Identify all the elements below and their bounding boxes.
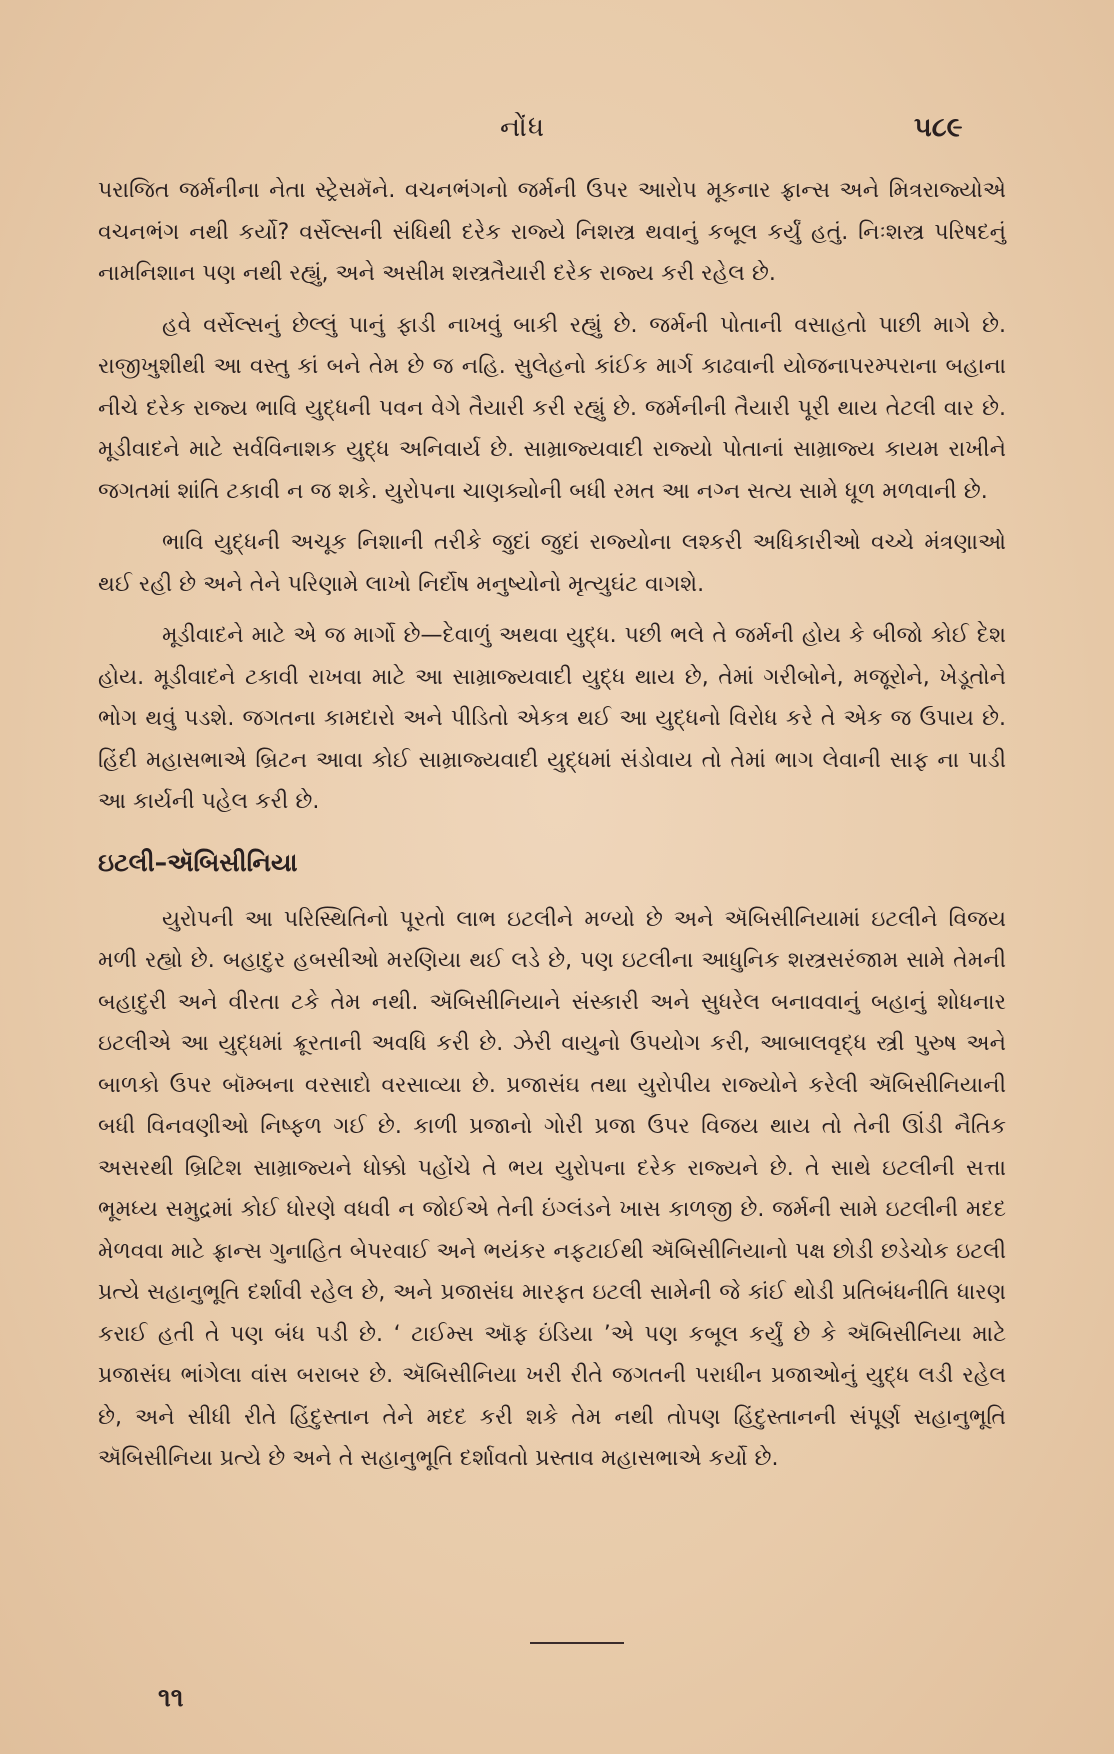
section-heading: ઇટલી–ઍબિસીનિયા xyxy=(98,847,298,877)
running-head xyxy=(0,112,1114,152)
paragraph-future-war: ભાવિ યુદ્ધની અચૂક નિશાની તરીકે જુદાં જુદાં રાજ્યોના લશ્કરી અધિકારીઓ વચ્ચે મંત્રણાઓ થઈ રહી છે અને તેને પરિણામે લાખો નિર્દોષ મનુષ્યોનો મૃત્યુઘંટ વાગશે. xyxy=(98,530,1006,597)
running-title: નોંધ xyxy=(500,112,546,143)
paragraph-italy-abyssinia: યુરોપની આ પરિસ્થિતિનો પૂરતો લાભ ઇટલીને મળ્યો છે અને ઍબિસીનિયામાં ઇટલીને વિજય મળી રહ્યો છે. બહાદુર હબસીઓ મરણિયા થઈ લડે છે, પણ ઇટલીના આધુનિક શસ્ત્રસરંજામ સામે તેમની બહાદુરી અને વીરતા ટકે તેમ નથી. ઍબિસીનિયાને સંસ્કારી અને સુધરેલ બનાવવાનું બહાનું શોધનાર ઇટલીએ આ યુદ્ધમાં ક્રૂરતાની અવધિ કરી છે. ઝેરી વાયુનો ઉપયોગ કરી, આબાલવૃદ્ધ સ્ત્રી પુરુષ અને બાળકો ઉપર બૉમ્બના વરસાદો વરસાવ્યા છે. પ્રજાસંઘ તથા યુરોપીય રાજ્યોને કરેલી ઍબિસીનિયાની બધી વિનવણીઓ નિષ્ફળ ગઈ છે. કાળી પ્રજાનો ગોરી પ્રજા ઉપર વિજય થાય તો તેની ઊંડી નૈતિક અસરથી બ્રિટિશ સામ્રાજ્યને ધોક્કો પહોંચે તે ભય યુરોપના દરેક રાજ્યને છે. તે સાથે ઇટલીની સત્તા ભૂમધ્ય સમુદ્રમાં કોઈ ધોરણે વધવી ન જોઈએ તેની ઇંગ્લંડને ખાસ કાળજી છે. જર્મની સામે ઇટલીની મદદ મેળવવા માટે ફ્રાન્સ ગુનાહિત બેપરવાઈ અને ભયંકર નફટાઈથી ઍબિસીનિયાનો પક્ષ છોડી છડેચોક ઇટલી પ્રત્યે સહાનુભૂતિ દર્શાવી રહેલ છે, અને પ્રજાસંઘ મારફત ઇટલી સામેની જે કાંઈ થોડી પ્રતિબંધનીતિ ધારણ કરાઈ હતી તે પણ બંધ પડી છે. ‘ ટાઈમ્સ ઑફ ઇંડિયા ’એ પણ કબૂલ કર્યું છે કે ઍબિસીનિયા માટે પ્રજાસંઘ ભાંગેલા વાંસ બરાબર છે. ઍબિસીનિયા ખરી રીતે જગતની પરાધીન પ્રજાઓનું યુદ્ધ લડી રહેલ છે, અને સીધી રીતે હિંદુસ્તાન તેને મદદ કરી શકે તેમ નથી તોપણ હિંદુસ્તાનની સંપૂર્ણ સહાનુભૂતિ ઍબિસીનિયા પ્રત્યે છે અને તે સહાનુભૂતિ દર્શાવતો પ્રસ્તાવ મહાસભાએ કર્યો છે. xyxy=(98,906,1006,1471)
signature-mark: ૧૧ xyxy=(158,1683,184,1713)
page-body xyxy=(98,170,1006,1490)
end-rule xyxy=(530,1642,624,1644)
paragraph-versailles: હવે વર્સેલ્સનું છેલ્લું પાનું ફાડી નાખવું બાકી રહ્યું છે. જર્મની પોતાની વસાહતો પાછી માગે છે. રાજીખુશીથી આ વસ્તુ કાં બને તેમ છે જ નહિ. સુલેહનો કાંઈક માર્ગ કાઢવાની યોજનાપરમ્પરાના બહાના નીચે દરેક રાજ્ય ભાવિ યુદ્ધની પવન વેગે તૈયારી કરી રહ્યું છે. જર્મનીની તૈયારી પૂરી થાય તેટલી વાર છે. મૂડીવાદને માટે સર્વવિનાશક યુદ્ધ અનિવાર્ય છે. સામ્રાજ્યવાદી રાજ્યો પોતાનાં સામ્રાજ્ય કાયમ રાખીને જગતમાં શાંતિ ટકાવી ન જ શકે. યુરોપના ચાણક્યોની બધી રમત આ નગ્ન સત્ય સામે ધૂળ મળવાની છે. xyxy=(98,312,1006,504)
paragraph-capitalism: મૂડીવાદને માટે એ જ માર્ગો છે—દેવાળું અથવા યુદ્ધ. પછી ભલે તે જર્મની હોય કે બીજો કોઈ દેશ હોય. મૂડીવાદને ટકાવી રાખવા માટે આ સામ્રાજ્યવાદી યુદ્ધ થાય છે, તેમાં ગરીબોને, મજૂરોને, ખેડૂતોને ભોગ થવું પડશે. જગતના કામદારો અને પીડિતો એકત્ર થઈ આ યુદ્ધનો વિરોધ કરે તે એક જ ઉપાય છે. હિંદી મહાસભાએ બ્રિટન આવા કોઈ સામ્રાજ્યવાદી યુદ્ધમાં સંડોવાય તો તેમાં ભાગ લેવાની સાફ ના પાડી આ કાર્યની પહેલ કરી છે. xyxy=(98,623,1006,814)
page-number: ૫૮૯ xyxy=(914,112,963,143)
continuation-paragraph: પરાજિત જર્મનીના નેતા સ્ટ્રેસમૅને. વચનભંગનો જર્મની ઉપર આરોપ મૂકનાર ફ્રાન્સ અને મિત્રરાજ્યોએ વચનભંગ નથી કર્યો? વર્સેલ્સની સંધિથી દરેક રાજ્યે નિશસ્ત્ર થવાનું કબૂલ કર્યું હતું. નિઃશસ્ત્ર પરિષદનું નામનિશાન પણ નથી રહ્યું, અને અસીમ શસ્ત્રતૈયારી દરેક રાજ્ય કરી રહેલ છે. xyxy=(98,178,1006,286)
